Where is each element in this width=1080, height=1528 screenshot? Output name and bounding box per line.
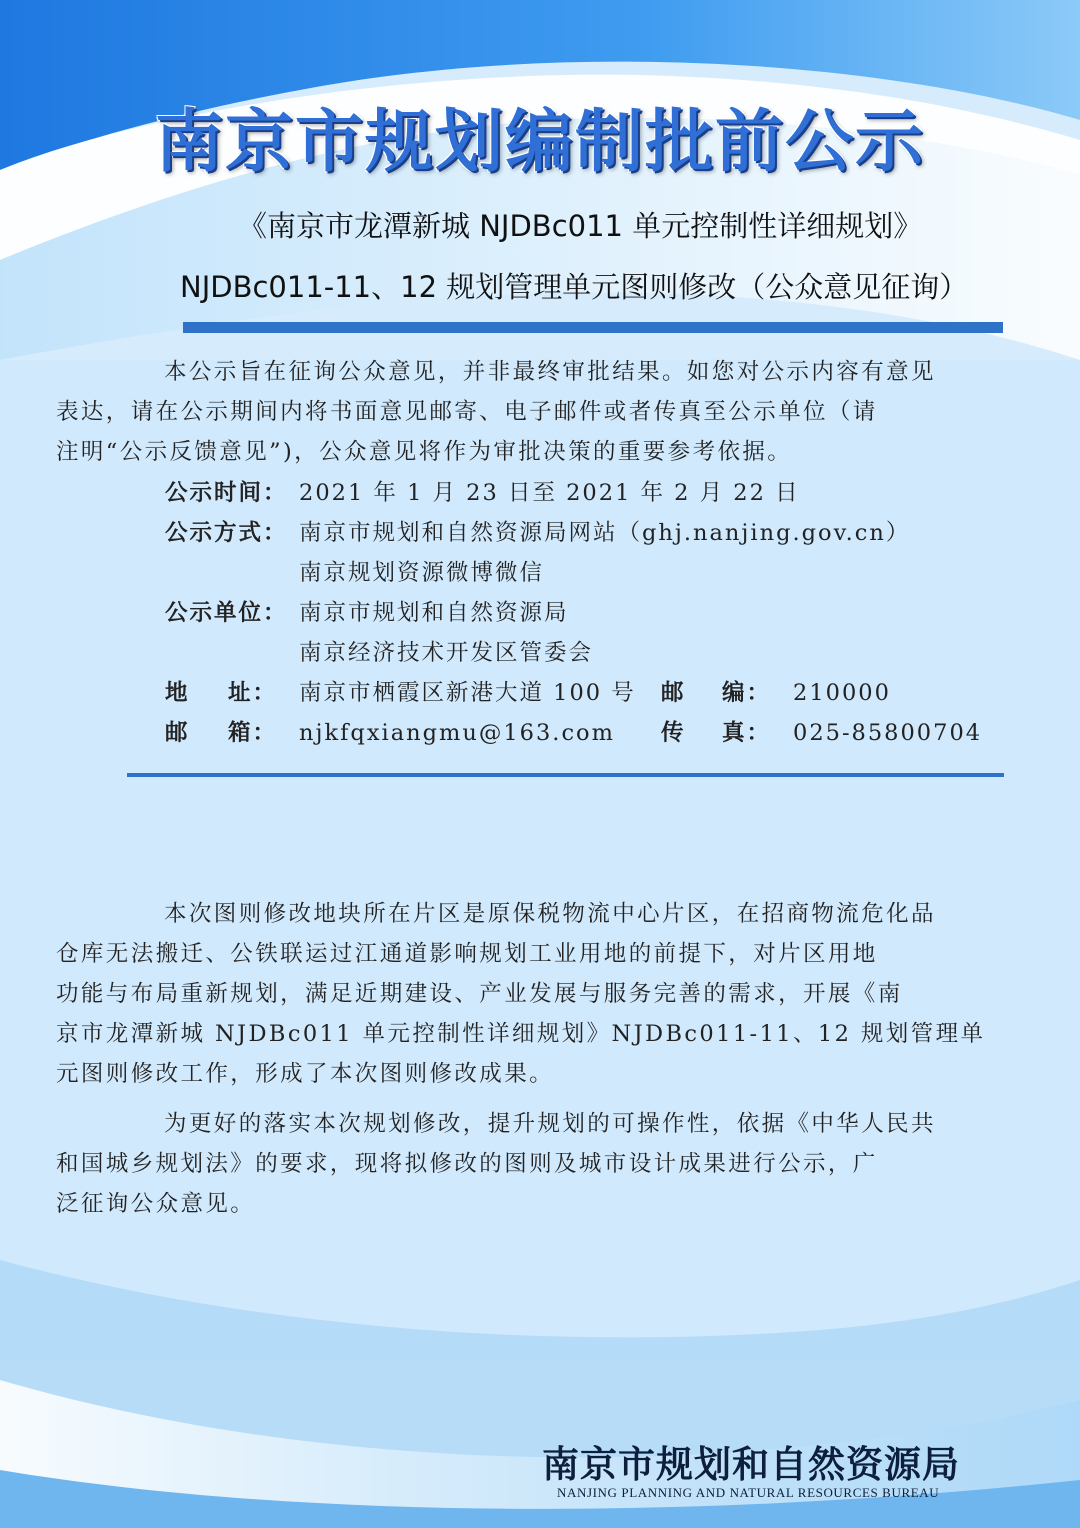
unit-label: 公示单位： [165,600,288,626]
fax-value: 025-85800704 [793,720,983,746]
address-label: 地 址： [165,680,277,706]
intro-line: 本公示旨在征询公众意见，并非最终审批结果。如您对公示内容有意见 [164,359,936,385]
intro-line: 注明“公示反馈意见”)，公众意见将作为审批决策的重要参考依据。 [56,439,793,465]
subtitle-plan-name: 《南京市龙潭新城 NJDBc011 单元控制性详细规划》 [238,209,923,243]
method-label: 公示方式： [165,520,288,546]
body-line: 本次图则修改地块所在片区是原保税物流中心片区，在招商物流危化品 [164,901,936,927]
postcode-value: 210000 [793,680,891,706]
body-line: 功能与布局重新规划，满足近期建设、产业发展与服务完善的需求，开展《南 [56,981,903,1007]
intro-paragraph [56,352,1010,472]
body-line: 泛征询公众意见。 [56,1191,256,1217]
body-paragraph-1 [56,894,1010,1094]
middle-divider [127,773,1004,777]
body-paragraph-2 [56,1104,1010,1224]
info-email [165,713,615,766]
body-line: 为更好的落实本次规划修改，提升规划的可操作性，依据《中华人民共 [164,1111,936,1137]
postcode-label: 邮 编： [661,680,771,706]
method-value-weibo: 南京规划资源微博微信 [299,560,545,586]
top-divider [183,322,1003,333]
body-line: 元图则修改工作，形成了本次图则修改成果。 [56,1061,555,1087]
info-method [165,513,911,553]
footer-org-name: 南京市规划和自然资源局 [542,1442,960,1486]
page-title: 南京市规划编制批前公示 [154,102,925,182]
body-line: 京市龙潭新城 NJDBc011 单元控制性详细规划》NJDBc011-11、12 规划管理单 [56,1021,986,1047]
info-time [165,473,800,513]
subtitle-unit-revision: NJDBc011-11、12 规划管理单元图则修改（公众意见征询） [180,270,969,304]
body-line: 仓库无法搬迁、公铁联运过江通道影响规划工业用地的前提下，对片区用地 [56,941,878,967]
body-line: 和国城乡规划法》的要求，现将拟修改的图则及城市设计成果进行公示，广 [56,1151,878,1177]
info-fax [661,713,983,766]
time-value: 2021 年 1 月 23 日至 2021 年 2 月 22 日 [299,480,800,506]
fax-label: 传 真： [661,720,771,746]
unit-value-bureau: 南京市规划和自然资源局 [299,600,569,626]
address-value: 南京市栖霞区新港大道 100 号 [299,680,636,706]
email-value: njkfqxiangmu@163.com [299,720,615,746]
method-value-website: 南京市规划和自然资源局网站（ghj.nanjing.gov.cn） [299,520,911,546]
intro-line: 表达，请在公示期间内将书面意见邮寄、电子邮件或者传真至公示单位（请 [56,399,878,425]
email-label: 邮 箱： [165,720,277,746]
info-unit [165,593,569,633]
unit-value-committee: 南京经济技术开发区管委会 [299,640,594,666]
footer-org-name-en: NANJING PLANNING AND NATURAL RESOURCES BUREAU [557,1485,940,1500]
time-label: 公示时间： [165,480,288,506]
